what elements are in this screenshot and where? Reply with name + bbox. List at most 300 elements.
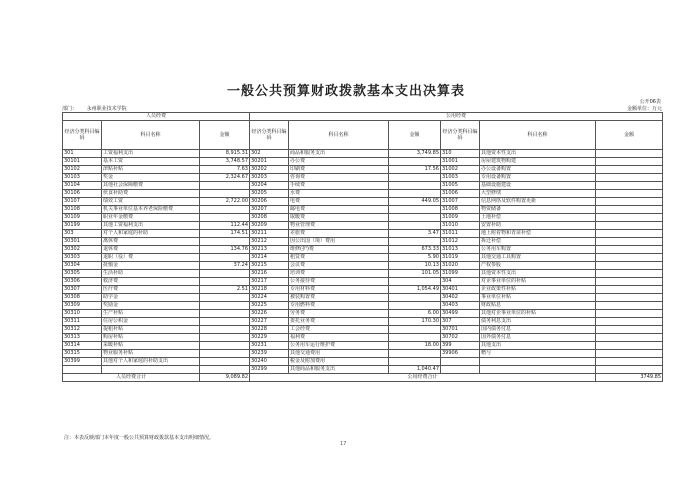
public-code-2-cell: 30401 [441, 286, 480, 294]
col-code: 经济分类科目编码 [63, 121, 102, 150]
personnel-name-cell: 其他对个人和家庭的补助支出 [102, 358, 200, 366]
personnel-amount-cell: 2,722.00 [200, 198, 250, 206]
table-row [63, 190, 663, 198]
public-amount-2-cell [596, 254, 663, 262]
public-amount-cell: 18.00 [389, 342, 441, 350]
public-amount-2-cell [596, 310, 663, 318]
personnel-code-cell: 30307 [63, 286, 102, 294]
public-amount-2-cell [596, 342, 663, 350]
public-code-2-cell [441, 366, 480, 374]
public-amount-cell [389, 334, 441, 342]
department-name: 永州职业技术学院 [86, 106, 127, 112]
public-code-2-cell: 399 [441, 342, 480, 350]
public-name-cell: 办公费 [289, 158, 389, 166]
public-code-cell: 30205 [250, 190, 289, 198]
table-row [63, 246, 663, 254]
public-amount-2-cell [596, 278, 663, 286]
personnel-name-cell: 提租补贴 [102, 326, 200, 334]
public-code-2-cell [441, 358, 480, 366]
public-name-2-cell: 其他支出 [480, 342, 596, 350]
public-name-cell: 其他交通费用 [289, 350, 389, 358]
public-amount-cell: 3.47 [389, 230, 441, 238]
table-row [63, 150, 663, 158]
public-amount-2-cell [596, 358, 663, 366]
public-amount-2-cell [596, 366, 663, 374]
table-row [63, 278, 663, 286]
public-code-cell: 30202 [250, 166, 289, 174]
personnel-code-cell: 30109 [63, 214, 102, 222]
public-name-2-cell: 办公设备购置 [480, 166, 596, 174]
public-code-cell: 30239 [250, 350, 289, 358]
table-row [63, 206, 663, 214]
public-name-cell: 税金及附加费用 [289, 358, 389, 366]
public-code-2-cell: 31006 [441, 190, 480, 198]
public-name-2-cell: 国外债务付息 [480, 334, 596, 342]
personnel-name-cell: 抚恤金 [102, 262, 200, 270]
table-row [63, 286, 663, 294]
public-name-2-cell: 大型修缮 [480, 190, 596, 198]
personnel-name-cell [102, 366, 200, 374]
personnel-name-cell: 助学金 [102, 294, 200, 302]
public-name-2-cell: 企业政策性补贴 [480, 286, 596, 294]
public-name-cell: 邮电费 [289, 206, 389, 214]
public-code-cell: 30218 [250, 286, 289, 294]
public-code-2-cell: 31005 [441, 182, 480, 190]
table-row [63, 238, 663, 246]
personnel-name-cell: 对个人和家庭的补助 [102, 230, 200, 238]
personnel-name-cell: 采暖补贴 [102, 342, 200, 350]
col-code: 经济分类科目编码 [441, 121, 480, 150]
public-amount-cell: 17.56 [389, 166, 441, 174]
public-code-2-cell: 31001 [441, 158, 480, 166]
column-header-row [63, 121, 663, 150]
public-amount-cell: 3,749.85 [389, 150, 441, 158]
public-amount-cell [389, 182, 441, 190]
public-amount-2-cell [596, 166, 663, 174]
public-amount-cell: 170.30 [389, 318, 441, 326]
public-amount-cell [389, 302, 441, 310]
public-name-cell: 委托业务费 [289, 318, 389, 326]
personnel-code-cell: 30104 [63, 182, 102, 190]
public-amount-cell [389, 358, 441, 366]
col-name: 科目名称 [480, 121, 596, 150]
public-name-cell: 因公出国（境）费用 [289, 238, 389, 246]
page-number: 17 [340, 441, 347, 447]
public-code-cell: 30240 [250, 358, 289, 366]
personnel-amount-cell [200, 358, 250, 366]
personnel-code-cell: 30101 [63, 158, 102, 166]
public-name-2-cell: 国内债务付息 [480, 326, 596, 334]
personnel-name-cell: 职业年金缴费 [102, 214, 200, 222]
table-row [63, 254, 663, 262]
personnel-name-cell: 救济费 [102, 278, 200, 286]
public-amount-cell [389, 190, 441, 198]
personnel-name-cell: 退职（役）费 [102, 254, 200, 262]
personnel-amount-cell: 2,324.67 [200, 174, 250, 182]
personnel-code-cell: 301 [63, 150, 102, 158]
personnel-amount-cell: 37.24 [200, 262, 250, 270]
personnel-amount-cell: 7.63 [200, 166, 250, 174]
col-amount: 金额 [389, 121, 441, 150]
personnel-amount-cell: 134.76 [200, 246, 250, 254]
public-amount-2-cell [596, 158, 663, 166]
col-code: 经济分类科目编码 [250, 121, 289, 150]
public-code-2-cell: 31003 [441, 174, 480, 182]
public-name-cell: 电费 [289, 198, 389, 206]
col-amount: 金额 [596, 121, 663, 150]
public-name-cell: 会议费 [289, 262, 389, 270]
personnel-name-cell: 其他社会保障缴费 [102, 182, 200, 190]
public-name-2-cell: 赠与 [480, 350, 596, 358]
public-name-cell: 水费 [289, 190, 389, 198]
public-total-value: 3749.85 [596, 374, 663, 382]
public-code-2-cell: 31009 [441, 214, 480, 222]
public-name-cell: 物业管理费 [289, 222, 389, 230]
personnel-name-cell: 基本工资 [102, 158, 200, 166]
public-code-cell: 30212 [250, 238, 289, 246]
public-name-2-cell: 房屋建筑物购建 [480, 158, 596, 166]
table-row [63, 230, 663, 238]
personnel-name-cell: 奖金 [102, 174, 200, 182]
public-code-cell: 30299 [250, 366, 289, 374]
personnel-code-cell: 303 [63, 230, 102, 238]
table-row [63, 262, 663, 270]
table-row [63, 182, 663, 190]
personnel-code-cell: 30309 [63, 302, 102, 310]
public-name-2-cell: 基础设施建设 [480, 182, 596, 190]
public-name-2-cell: 土地补偿 [480, 214, 596, 222]
public-name-2-cell: 物资储备 [480, 206, 596, 214]
public-code-cell: 30214 [250, 254, 289, 262]
public-code-cell: 30211 [250, 230, 289, 238]
public-total-label: 公用经费合计 [250, 374, 596, 382]
public-name-cell: 其他商品和服务支出 [289, 366, 389, 374]
personnel-name-cell: 购房补贴 [102, 334, 200, 342]
personnel-name-cell: 生活补助 [102, 270, 200, 278]
public-code-2-cell: 31019 [441, 254, 480, 262]
public-code-2-cell: 31012 [441, 238, 480, 246]
public-amount-cell: 101.05 [389, 270, 441, 278]
public-amount-2-cell [596, 294, 663, 302]
public-name-cell: 取暖费 [289, 214, 389, 222]
public-code-cell: 30216 [250, 270, 289, 278]
personnel-amount-cell [200, 278, 250, 286]
personnel-code-cell: 30310 [63, 310, 102, 318]
personnel-code-cell: 30301 [63, 238, 102, 246]
table-row [63, 326, 663, 334]
public-name-2-cell: 事业单位补贴 [480, 294, 596, 302]
personnel-code-cell: 30311 [63, 318, 102, 326]
public-code-2-cell: 307 [441, 318, 480, 326]
personnel-code-cell: 30312 [63, 326, 102, 334]
public-name-2-cell: 债务利息支出 [480, 318, 596, 326]
public-name-cell: 手续费 [289, 182, 389, 190]
personnel-name-cell: 生产补贴 [102, 310, 200, 318]
table-row [63, 198, 663, 206]
public-amount-2-cell [596, 150, 663, 158]
public-code-cell: 30213 [250, 246, 289, 254]
personnel-name-cell: 住房公积金 [102, 318, 200, 326]
personnel-name-cell: 退休费 [102, 246, 200, 254]
personnel-total-value: 9,089.82 [200, 374, 250, 382]
public-amount-2-cell [596, 174, 663, 182]
personnel-name-cell: 其他工资福利支出 [102, 222, 200, 230]
public-amount-2-cell [596, 206, 663, 214]
personnel-amount-cell [200, 254, 250, 262]
public-code-2-cell: 31013 [441, 246, 480, 254]
public-code-cell: 30203 [250, 174, 289, 182]
public-name-2-cell [480, 358, 596, 366]
public-amount-2-cell [596, 238, 663, 246]
public-code-2-cell: 31007 [441, 198, 480, 206]
public-amount-cell [389, 206, 441, 214]
personnel-amount-cell [200, 342, 250, 350]
personnel-amount-cell [200, 190, 250, 198]
totals-row [63, 374, 663, 382]
table-row [63, 318, 663, 326]
personnel-amount-cell [200, 302, 250, 310]
public-name-cell: 差旅费 [289, 230, 389, 238]
public-name-2-cell: 对企事业单位的补贴 [480, 278, 596, 286]
public-code-2-cell: 31008 [441, 206, 480, 214]
public-amount-cell [389, 238, 441, 246]
table-row [63, 302, 663, 310]
public-code-cell: 30226 [250, 310, 289, 318]
personnel-amount-cell [200, 334, 250, 342]
public-amount-cell [389, 214, 441, 222]
public-code-2-cell: 31010 [441, 222, 480, 230]
personnel-code-cell: 30106 [63, 190, 102, 198]
public-amount-cell [389, 278, 441, 286]
personnel-code-cell: 30304 [63, 262, 102, 270]
public-name-cell: 公务接待费 [289, 278, 389, 286]
public-code-cell: 30208 [250, 214, 289, 222]
table-row [63, 334, 663, 342]
public-code-2-cell: 31002 [441, 166, 480, 174]
personnel-code-cell: 30399 [63, 358, 102, 366]
personnel-name-cell: 机关事业单位基本养老保险缴费 [102, 206, 200, 214]
public-code-cell: 30231 [250, 342, 289, 350]
public-amount-cell: 6.00 [389, 310, 441, 318]
public-amount-2-cell [596, 286, 663, 294]
table-note: 注：本表反映部门本年度一般公共预算财政拨款基本支出明细情况。 [64, 435, 215, 441]
public-code-cell: 30206 [250, 198, 289, 206]
table-row [63, 270, 663, 278]
personnel-amount-cell [200, 350, 250, 358]
public-code-cell: 30209 [250, 222, 289, 230]
public-code-2-cell: 30499 [441, 310, 480, 318]
public-amount-cell [389, 326, 441, 334]
public-code-cell: 30227 [250, 318, 289, 326]
personnel-code-cell [63, 366, 102, 374]
public-name-cell: 福利费 [289, 334, 389, 342]
personnel-amount-cell [200, 294, 250, 302]
public-amount-2-cell [596, 190, 663, 198]
personnel-code-cell: 30107 [63, 198, 102, 206]
public-amount-cell [389, 294, 441, 302]
personnel-name-cell: 医疗费 [102, 286, 200, 294]
public-name-cell: 印刷费 [289, 166, 389, 174]
personnel-amount-cell [200, 238, 250, 246]
public-header: 公用经费 [250, 113, 663, 121]
table-row [63, 310, 663, 318]
public-name-cell: 公务用车运行维护费 [289, 342, 389, 350]
personnel-code-cell: 30315 [63, 350, 102, 358]
personnel-code-cell: 30314 [63, 342, 102, 350]
expenditure-table [62, 112, 663, 382]
public-amount-2-cell [596, 214, 663, 222]
public-name-cell: 维修(护)费 [289, 246, 389, 254]
personnel-name-cell: 绩效工资 [102, 198, 200, 206]
personnel-amount-cell [200, 366, 250, 374]
public-amount-cell: 5.90 [389, 254, 441, 262]
public-code-2-cell: 30402 [441, 294, 480, 302]
public-name-2-cell: 其他资本性支出 [480, 150, 596, 158]
public-code-2-cell: 30403 [441, 302, 480, 310]
personnel-name-cell: 物业服务补贴 [102, 350, 200, 358]
public-code-2-cell: 31011 [441, 230, 480, 238]
table-row [63, 350, 663, 358]
personnel-code-cell: 30103 [63, 174, 102, 182]
public-amount-cell: 1,040.47 [389, 366, 441, 374]
department-info [62, 105, 127, 112]
table-row [63, 174, 663, 182]
public-amount-cell: 10.13 [389, 262, 441, 270]
public-code-cell: 30217 [250, 278, 289, 286]
public-name-2-cell: 其他对企事业单位的补贴 [480, 310, 596, 318]
personnel-amount-cell: 3,748.57 [200, 158, 250, 166]
department-label: 部门： [62, 106, 78, 112]
unit-label: 金额单位：万元 [626, 106, 662, 112]
personnel-amount-cell: 8,915.31 [200, 150, 250, 158]
personnel-code-cell: 30303 [63, 254, 102, 262]
public-amount-cell [389, 174, 441, 182]
personnel-amount-cell [200, 182, 250, 190]
personnel-code-cell: 30305 [63, 270, 102, 278]
personnel-name-cell: 奖励金 [102, 302, 200, 310]
public-amount-cell [389, 158, 441, 166]
public-amount-2-cell [596, 326, 663, 334]
personnel-name-cell: 津贴补贴 [102, 166, 200, 174]
personnel-amount-cell [200, 310, 250, 318]
personnel-amount-cell: 112.44 [200, 222, 250, 230]
personnel-total-label: 人员经费合计 [63, 374, 200, 382]
public-name-2-cell: 其他资本性支出 [480, 270, 596, 278]
public-name-cell: 咨询费 [289, 174, 389, 182]
public-name-cell: 被装购置费 [289, 294, 389, 302]
personnel-header: 人员经费 [63, 113, 250, 121]
public-code-2-cell: 31099 [441, 270, 480, 278]
public-name-2-cell: 信息网络及软件购置更新 [480, 198, 596, 206]
public-amount-cell: 449.05 [389, 198, 441, 206]
personnel-code-cell: 30306 [63, 278, 102, 286]
table-row [63, 358, 663, 366]
public-amount-2-cell [596, 182, 663, 190]
public-name-cell: 专用材料费 [289, 286, 389, 294]
table-row [63, 158, 663, 166]
public-name-2-cell [480, 366, 596, 374]
public-amount-cell: 1,054.49 [389, 286, 441, 294]
public-name-2-cell: 拆迁补偿 [480, 238, 596, 246]
public-name-cell: 工会经费 [289, 326, 389, 334]
personnel-name-cell: 离休费 [102, 238, 200, 246]
report-title: 一般公共预算财政拨款基本支出决算表 [226, 84, 465, 99]
personnel-code-cell: 30308 [63, 294, 102, 302]
col-amount: 金额 [200, 121, 250, 150]
public-amount-2-cell [596, 334, 663, 342]
public-code-cell: 30225 [250, 302, 289, 310]
public-name-2-cell: 产权参股 [480, 262, 596, 270]
public-name-2-cell: 公务用车购置 [480, 246, 596, 254]
personnel-code-cell: 30302 [63, 246, 102, 254]
public-name-2-cell: 专用设备购置 [480, 174, 596, 182]
personnel-amount-cell: 2.51 [200, 286, 250, 294]
table-row [63, 366, 663, 374]
public-code-cell: 30215 [250, 262, 289, 270]
public-code-cell: 30229 [250, 334, 289, 342]
public-amount-2-cell [596, 302, 663, 310]
public-amount-2-cell [596, 222, 663, 230]
public-amount-2-cell [596, 270, 663, 278]
public-amount-2-cell [596, 318, 663, 326]
personnel-amount-cell [200, 326, 250, 334]
public-name-cell: 专用燃料费 [289, 302, 389, 310]
public-name-cell: 租赁费 [289, 254, 389, 262]
col-name: 科目名称 [102, 121, 200, 150]
public-amount-cell: 673.33 [389, 246, 441, 254]
public-code-cell: 30228 [250, 326, 289, 334]
public-code-cell: 30224 [250, 294, 289, 302]
public-code-2-cell: 39906 [441, 350, 480, 358]
public-code-cell: 30207 [250, 206, 289, 214]
public-name-cell: 培训费 [289, 270, 389, 278]
public-amount-2-cell [596, 262, 663, 270]
public-amount-cell [389, 350, 441, 358]
public-amount-2-cell [596, 350, 663, 358]
public-code-2-cell: 30702 [441, 334, 480, 342]
public-name-2-cell: 财政贴息 [480, 302, 596, 310]
col-name: 科目名称 [289, 121, 389, 150]
public-code-2-cell: 304 [441, 278, 480, 286]
personnel-amount-cell [200, 318, 250, 326]
public-name-2-cell: 地上附着物和青苗补偿 [480, 230, 596, 238]
group-header-row [63, 113, 663, 121]
personnel-amount-cell [200, 206, 250, 214]
personnel-name-cell: 伙食补助费 [102, 190, 200, 198]
personnel-code-cell: 30102 [63, 166, 102, 174]
public-code-2-cell: 31020 [441, 262, 480, 270]
personnel-name-cell: 工资福利支出 [102, 150, 200, 158]
table-row [63, 214, 663, 222]
public-code-cell: 302 [250, 150, 289, 158]
public-name-cell: 商品和服务支出 [289, 150, 389, 158]
public-name-cell: 劳务费 [289, 310, 389, 318]
personnel-code-cell: 30313 [63, 334, 102, 342]
public-amount-2-cell [596, 230, 663, 238]
public-amount-2-cell [596, 246, 663, 254]
public-code-cell: 30204 [250, 182, 289, 190]
table-row [63, 294, 663, 302]
personnel-amount-cell [200, 270, 250, 278]
public-name-2-cell: 安置补助 [480, 222, 596, 230]
personnel-amount-cell [200, 214, 250, 222]
personnel-code-cell: 30108 [63, 206, 102, 214]
table-row [63, 342, 663, 350]
form-number: 公开06表 [639, 99, 661, 105]
public-amount-cell [389, 222, 441, 230]
public-code-2-cell: 30701 [441, 326, 480, 334]
personnel-amount-cell: 174.51 [200, 230, 250, 238]
